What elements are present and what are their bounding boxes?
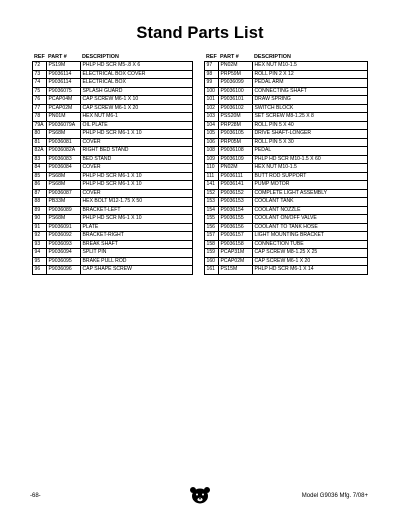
table-row [205, 181, 368, 190]
table-row [205, 121, 368, 130]
ref-cell: 98 [205, 70, 219, 79]
description-cell: PEDAL [253, 147, 368, 156]
part-number-cell: P9036105 [219, 130, 253, 139]
part-number-cell: P9036094 [47, 249, 81, 258]
description-cell: PHLP HD SCR M5-.8 X 6 [81, 62, 193, 71]
description-cell: SPLIT PIN [81, 249, 193, 258]
table-row [205, 232, 368, 241]
ref-cell: 102 [205, 104, 219, 113]
description-cell: BRACKET-RIGHT [81, 232, 193, 241]
description-cell: ROLL PIN 2 X 12 [253, 70, 368, 79]
table-row [33, 96, 193, 105]
description-cell: SET SCREW M8-1.25 X 8 [253, 113, 368, 122]
description-cell: HEX NUT M10-1.5 [253, 62, 368, 71]
description-cell: HEX NUT M10-1.5 [253, 164, 368, 173]
ref-cell: 84 [33, 164, 47, 173]
ref-cell: 108 [205, 147, 219, 156]
description-cell: OIL PLATE [81, 121, 193, 130]
table-row [205, 223, 368, 232]
part-number-cell: P9036154 [219, 206, 253, 215]
part-number-cell: PN02M [219, 62, 253, 71]
ref-cell: 80 [33, 130, 47, 139]
part-number-cell: P9036082A [47, 147, 81, 156]
ref-cell: 75 [33, 87, 47, 96]
part-number-cell: PN02M [219, 164, 253, 173]
description-cell: ELECTRICAL BOX [81, 79, 193, 88]
part-number-cell: P9036102 [219, 104, 253, 113]
part-number-cell: P9036081 [47, 138, 81, 147]
part-number-cell: P9036093 [47, 240, 81, 249]
part-number-cell: PRP59M [219, 70, 253, 79]
part-number-cell: P9036089 [47, 206, 81, 215]
table-header-row [33, 53, 193, 62]
part-number-cell: PB33M [47, 198, 81, 207]
description-cell: PUMP MOTOR [253, 181, 368, 190]
part-number-cell: P9036111 [219, 172, 253, 181]
table-row [33, 121, 193, 130]
description-cell: CAP SCREW M8-1.25 X 25 [253, 249, 368, 258]
description-cell: BUTT ROD SUPPORT [253, 172, 368, 181]
part-number-cell: P9036109 [219, 155, 253, 164]
part-number-cell: P9036083 [47, 155, 81, 164]
part-number-cell: PS68M [47, 181, 81, 190]
ref-cell: 85 [33, 172, 47, 181]
ref-cell: 105 [205, 130, 219, 139]
table-row [33, 62, 193, 71]
table-row [33, 189, 193, 198]
part-number-cell: P9036141 [219, 181, 253, 190]
description-column-header: DESCRIPTION [254, 54, 291, 61]
part-number-cell: P9036087 [47, 189, 81, 198]
description-cell: PHLP HD SCR M6-1 X 10 [81, 215, 193, 224]
table-header-row [205, 53, 368, 62]
table-row [33, 266, 193, 275]
part-number-cell: PCAP02M [47, 104, 81, 113]
description-cell: ROLL PIN 5 X 30 [253, 138, 368, 147]
ref-cell: 159 [205, 249, 219, 258]
part-number-cell: PN01M [47, 113, 81, 122]
part-number-cell: PCAP02M [219, 257, 253, 266]
table-row [33, 147, 193, 156]
part-column-header: PART # [220, 54, 239, 61]
part-number-cell: P9036153 [219, 198, 253, 207]
ref-cell: 95 [33, 257, 47, 266]
ref-cell: 97 [205, 62, 219, 71]
table-row [205, 113, 368, 122]
description-cell: CAP SHAPE SCREW [81, 266, 193, 275]
part-number-cell: PSS20M [219, 113, 253, 122]
table-row [33, 181, 193, 190]
table-row [33, 240, 193, 249]
ref-cell: 89 [33, 206, 47, 215]
table-row [205, 70, 368, 79]
table-row [205, 130, 368, 139]
description-cell: PLATE [81, 223, 193, 232]
part-number-cell: P9036092 [47, 232, 81, 241]
part-number-cell: PS15M [219, 266, 253, 275]
description-cell: COMPLETE LIGHT ASSEMBLY [253, 189, 368, 198]
table-row [205, 266, 368, 275]
ref-cell: 94 [33, 249, 47, 258]
ref-cell: 156 [205, 223, 219, 232]
ref-cell: 81 [33, 138, 47, 147]
table-row [205, 155, 368, 164]
description-cell: COOLANT TANK [253, 198, 368, 207]
parts-table-left [32, 53, 193, 275]
ref-cell: 154 [205, 206, 219, 215]
part-number-cell: P9036114 [47, 70, 81, 79]
part-number-cell: P9036084 [47, 164, 81, 173]
description-cell: DRIVE SHAFT-LONGER [253, 130, 368, 139]
part-number-cell: P9036101 [219, 96, 253, 105]
description-cell: COVER [81, 189, 193, 198]
ref-cell: 87 [33, 189, 47, 198]
description-cell: CAP SCREW M6-1 X 20 [81, 104, 193, 113]
model-info: Model G9036 Mfg. 7/08+ [301, 493, 368, 499]
table-row [205, 240, 368, 249]
ref-cell: 141 [205, 181, 219, 190]
description-cell: COOLANT TO TANK HOSE [253, 223, 368, 232]
ref-cell: 73 [33, 70, 47, 79]
ref-cell: 101 [205, 96, 219, 105]
part-number-cell: P9036091 [47, 223, 81, 232]
part-number-cell: PCAP31M [219, 249, 253, 258]
ref-cell: 77 [33, 104, 47, 113]
description-cell: SPLASH GUARD [81, 87, 193, 96]
part-number-cell: PS68M [47, 130, 81, 139]
part-number-cell: P9036079A [47, 121, 81, 130]
description-cell: BED STAND [81, 155, 193, 164]
ref-cell: 110 [205, 164, 219, 173]
part-number-cell: P9036100 [219, 87, 253, 96]
table-row [205, 147, 368, 156]
part-number-cell: P9036075 [47, 87, 81, 96]
table-row [205, 87, 368, 96]
ref-cell: 157 [205, 232, 219, 241]
description-column-header: DESCRIPTION [82, 54, 119, 61]
description-cell: SWITCH BLOCK [253, 104, 368, 113]
description-cell: COOLANT NOZZLE [253, 206, 368, 215]
table-row [33, 232, 193, 241]
description-cell: CONNECTION TUBE [253, 240, 368, 249]
part-number-cell: P9036096 [47, 266, 81, 275]
page-title: Stand Parts List [136, 24, 264, 42]
part-number-cell: PCAP04M [47, 96, 81, 105]
table-row [33, 215, 193, 224]
description-cell: PEDAL ARM [253, 79, 368, 88]
table-row [205, 215, 368, 224]
part-number-cell: P9036156 [219, 223, 253, 232]
table-row [205, 189, 368, 198]
table-row [33, 79, 193, 88]
ref-cell: 103 [205, 113, 219, 122]
ref-cell: 86 [33, 181, 47, 190]
ref-cell: 76 [33, 96, 47, 105]
description-cell: BRAKE PULL ROD [81, 257, 193, 266]
table-row [33, 104, 193, 113]
description-cell: PHLP HD SCR M6-1 X 10 [81, 172, 193, 181]
part-number-cell: P9036099 [219, 79, 253, 88]
part-number-cell: P9036095 [47, 257, 81, 266]
ref-cell: 153 [205, 198, 219, 207]
table-row [33, 130, 193, 139]
ref-cell: 74 [33, 79, 47, 88]
description-cell: COVER [81, 138, 193, 147]
description-cell: PHLP HD SCR M6-1 X 14 [253, 266, 368, 275]
table-row [205, 164, 368, 173]
part-number-cell: PS68M [47, 215, 81, 224]
part-number-cell: PRP05M [219, 138, 253, 147]
description-cell: COVER [81, 164, 193, 173]
part-column-header: PART # [48, 54, 67, 61]
part-number-cell: P9036158 [219, 240, 253, 249]
table-row [205, 79, 368, 88]
table-row [205, 249, 368, 258]
ref-cell: 90 [33, 215, 47, 224]
part-number-cell: PS68M [47, 172, 81, 181]
part-number-cell: PS19M [47, 62, 81, 71]
ref-cell: 96 [33, 266, 47, 275]
ref-cell: 91 [33, 223, 47, 232]
table-row [33, 172, 193, 181]
table-row [33, 155, 193, 164]
page-number: -68- [30, 493, 41, 499]
description-cell: LIGHT MOUNTING BRACKET [253, 232, 368, 241]
part-number-cell: P9036108 [219, 147, 253, 156]
table-row [205, 104, 368, 113]
ref-cell: 106 [205, 138, 219, 147]
bear-head-icon [189, 486, 211, 504]
description-cell: BRACKET-LEFT [81, 206, 193, 215]
table-row [205, 257, 368, 266]
table-row [33, 87, 193, 96]
ref-cell: 111 [205, 172, 219, 181]
table-row [33, 257, 193, 266]
table-row [33, 113, 193, 122]
part-number-cell: P9036157 [219, 232, 253, 241]
table-row [33, 198, 193, 207]
ref-cell: 72 [33, 62, 47, 71]
table-row [205, 62, 368, 71]
table-row [33, 70, 193, 79]
ref-cell: 100 [205, 87, 219, 96]
ref-cell: 79A [33, 121, 47, 130]
description-cell: PHLP HD SCR M6-1 X 10 [81, 130, 193, 139]
ref-cell: 82A [33, 147, 47, 156]
table-row [33, 164, 193, 173]
table-row [205, 138, 368, 147]
table-row [205, 172, 368, 181]
description-cell: CAP SCREW M6-1 X 20 [253, 257, 368, 266]
ref-cell: 99 [205, 79, 219, 88]
description-cell: PHLP HD SCR M10-1.5 X 60 [253, 155, 368, 164]
ref-column-header: REF [206, 54, 217, 61]
description-cell: HEX BOLT M12-1.75 X 50 [81, 198, 193, 207]
table-row [33, 249, 193, 258]
description-cell: RIGHT BED STAND [81, 147, 193, 156]
description-cell: HEX NUT M6-1 [81, 113, 193, 122]
parts-table-right [204, 53, 368, 275]
description-cell: ROLL PIN 5 X 40 [253, 121, 368, 130]
ref-cell: 109 [205, 155, 219, 164]
ref-cell: 93 [33, 240, 47, 249]
description-cell: PHLP HD SCR M6-1 X 10 [81, 181, 193, 190]
ref-cell: 78 [33, 113, 47, 122]
part-number-cell: P9036114 [47, 79, 81, 88]
table-row [33, 138, 193, 147]
ref-cell: 160 [205, 257, 219, 266]
part-number-cell: P9036155 [219, 215, 253, 224]
ref-cell: 83 [33, 155, 47, 164]
table-row [205, 206, 368, 215]
description-cell: ELECTRICAL BOX COVER [81, 70, 193, 79]
table-row [33, 223, 193, 232]
part-number-cell: P9036152 [219, 189, 253, 198]
part-number-cell: PRP28M [219, 121, 253, 130]
ref-cell: 88 [33, 198, 47, 207]
ref-cell: 155 [205, 215, 219, 224]
table-row [205, 198, 368, 207]
ref-cell: 158 [205, 240, 219, 249]
description-cell: COOLANT ON/OFF VALVE [253, 215, 368, 224]
ref-cell: 104 [205, 121, 219, 130]
table-row [205, 96, 368, 105]
ref-cell: 92 [33, 232, 47, 241]
description-cell: BREAK SHAFT [81, 240, 193, 249]
table-row [33, 206, 193, 215]
description-cell: DRAW SPRING [253, 96, 368, 105]
ref-column-header: REF [34, 54, 45, 61]
ref-cell: 161 [205, 266, 219, 275]
description-cell: CONNECTING SHAFT [253, 87, 368, 96]
description-cell: CAP SCREW M6-1 X 10 [81, 96, 193, 105]
ref-cell: 152 [205, 189, 219, 198]
